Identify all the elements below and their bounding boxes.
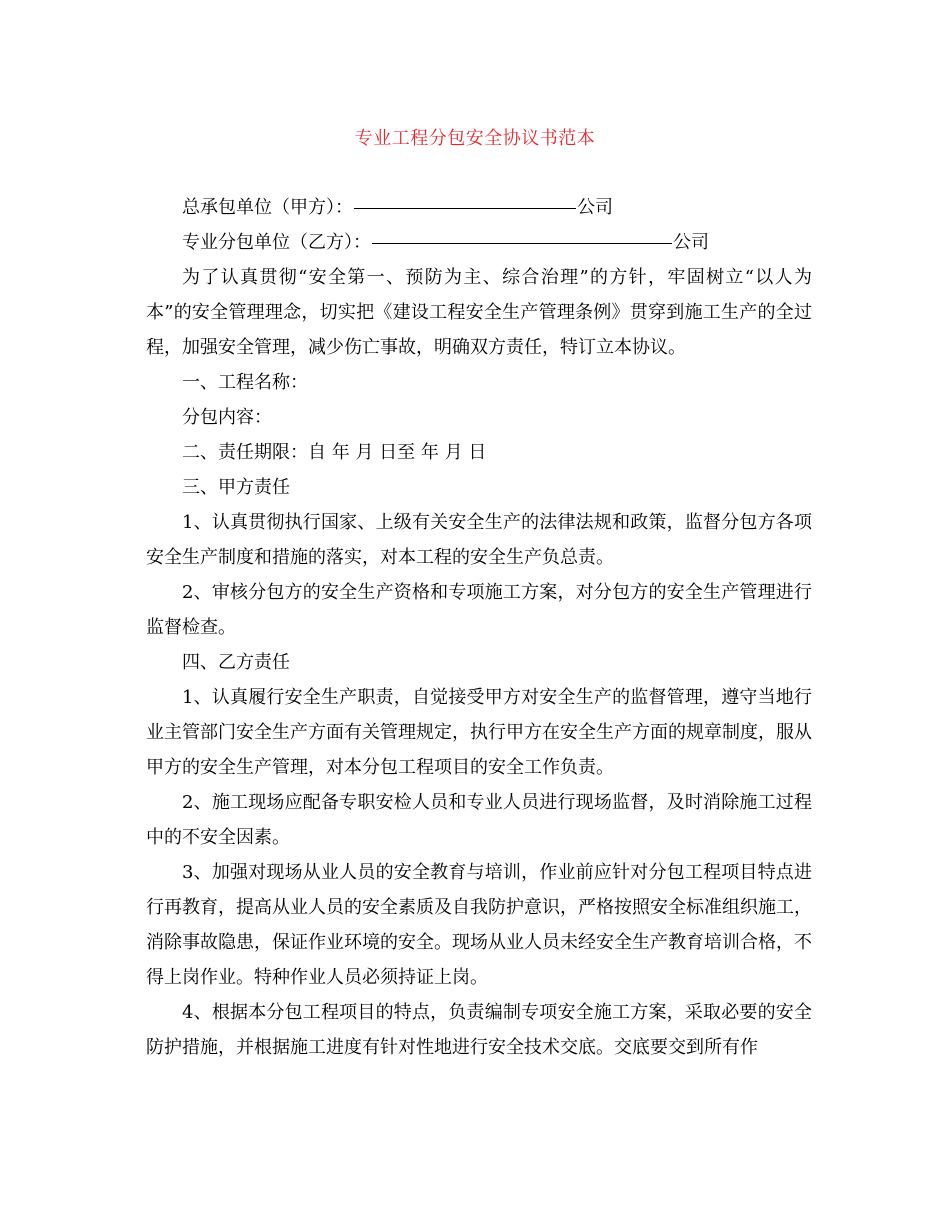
heading-party-a-duties: 三、甲方责任 [182,477,290,498]
paragraph-term: 二、责任期限：自 年 月 日至 年 月 日 [182,442,487,463]
document-body [146,190,812,1065]
party-a-suffix: 公司 [577,197,613,218]
paragraph-party-b-duty-1: 1、认真履行安全生产职责，自觉接受甲方对安全生产的监督管理，遵守当地行业主管部门安全生产方面有关管理规定，执行甲方在安全生产方面的规章制度，服从甲方的安全生产管理，对本分包工程项目的安全工作负责。 [146,687,812,778]
party-a-line [146,190,812,225]
paragraph-party-a-duty-2: 2、审核分包方的安全生产资格和专项施工方案，对分包方的安全生产管理进行监督检查。 [146,582,812,638]
party-b-line [146,225,812,260]
party-b-label: 专业分包单位（乙方）： [182,232,371,253]
party-a-label: 总承包单位（甲方）： [182,197,353,218]
paragraph-project-name: 一、工程名称： [182,372,308,393]
paragraph-party-b-duty-2: 2、施工现场应配备专职安检人员和专业人员进行现场监督，及时消除施工过程中的不安全因素。 [146,792,812,848]
party-b-blank [372,243,672,244]
heading-party-b-duties: 四、乙方责任 [182,652,290,673]
paragraph-party-b-duty-4: 4、根据本分包工程项目的特点，负责编制专项安全施工方案，采取必要的安全防护措施，并根据施工进度有针对性地进行安全技术交底。交底要交到所有作 [146,1002,812,1058]
paragraph-subcontract-content: 分包内容： [182,407,272,428]
party-b-suffix: 公司 [673,232,709,253]
party-a-blank [354,208,576,209]
paragraph-intro: 为了认真贯彻“安全第一、预防为主、综合治理”的方针，牢固树立“以人为本”的安全管理理念，切实把《建设工程安全生产管理条例》贯穿到施工生产的全过程，加强安全管理，减少伤亡事故，明确双方责任，特订立本协议。 [146,267,812,358]
document-title: 专业工程分包安全协议书范本 [354,128,596,149]
paragraph-party-b-duty-3: 3、加强对现场从业人员的安全教育与培训，作业前应针对分包工程项目特点进行再教育，提高从业人员的安全素质及自我防护意识，严格按照安全标准组织施工，消除事故隐患，保证作业环境的安全。现场从业人员未经安全生产教育培训合格，不得上岗作业。特种作业人员必须持证上岗。 [146,862,812,988]
paragraph-party-a-duty-1: 1、认真贯彻执行国家、上级有关安全生产的法律法规和政策，监督分包方各项安全生产制度和措施的落实，对本工程的安全生产负总责。 [146,512,812,568]
